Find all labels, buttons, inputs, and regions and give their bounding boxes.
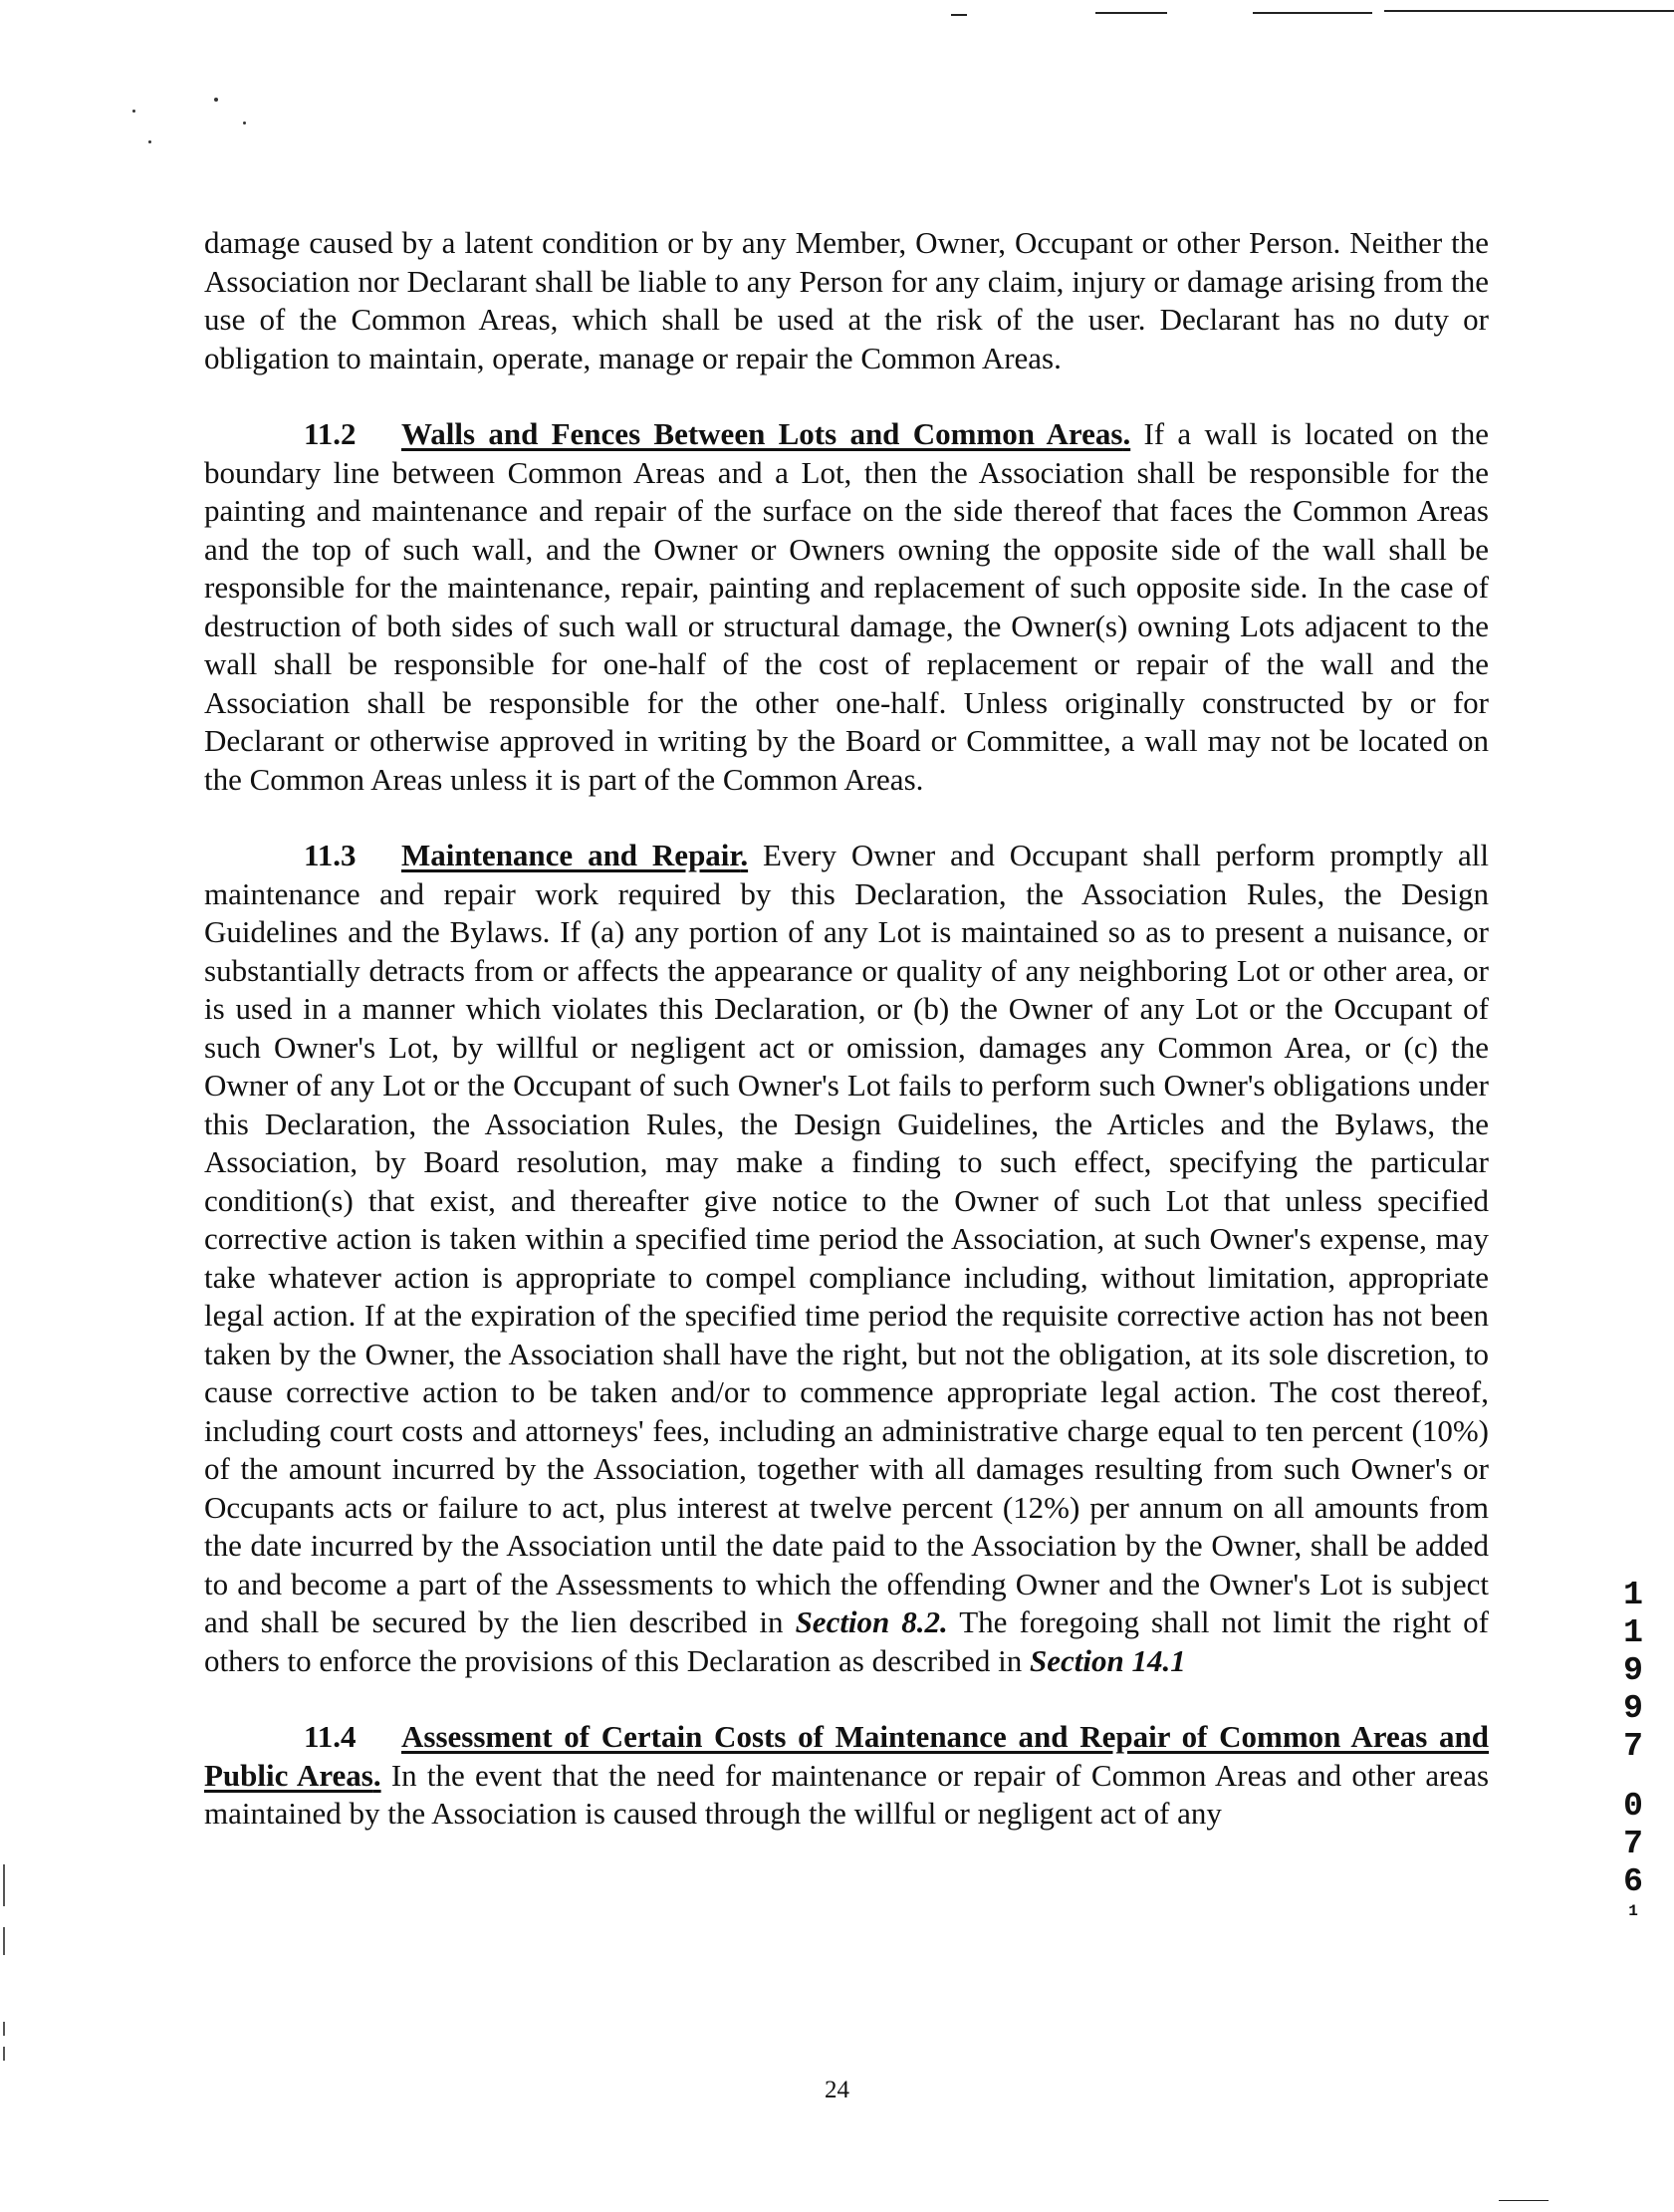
stamp-digit: 9 — [1623, 1652, 1643, 1689]
section-body-continued: The foregoing shall not limit the right of others to enforce the provisions of this Declaration as described in — [204, 1604, 1489, 1678]
section-title: Walls and Fences Between Lots and Common Areas — [401, 416, 1123, 451]
recording-number-stamp — [1613, 1577, 1653, 1921]
scan-speck — [132, 110, 135, 113]
section-number: 11.3 — [304, 838, 357, 872]
page-number: 24 — [825, 2077, 849, 2103]
section-reference: Section 8.2 — [795, 1604, 941, 1639]
scan-artifact-line — [1095, 12, 1167, 14]
section-title: Assessment of Certain Costs of Maintenance and Repair of Common Areas and Public Areas — [204, 1719, 1489, 1793]
stamp-digit: 1 — [1623, 1614, 1643, 1651]
scan-edge-mark — [3, 1927, 5, 1955]
scan-artifact-line — [951, 14, 967, 16]
section-11-2: 11.2 Walls and Fences Between Lots and Common Areas. If a wall is located on the boundary line between Common Areas and a Lot, then the Association shall be responsible for the painting and maintenance and repair of the surface on the side thereof that faces the Common Areas and the top of such wall, and the Owner or Owners owning the opposite side of the wall shall be responsible for the maintenance, repair, painting and replacement of such opposite side. In the case of destruction of both sides of such wall or structural damage, the Owner(s) owning Lots adjacent to the wall shall be responsible for one-half of the cost of replacement or repair of the wall and the Association shall be responsible for the other one-half. Unless originally constructed by or for Declarant or otherwise approved in writing by the Board or Committee, a wall may not be located on the Common Areas unless it is part of the Common Areas. — [204, 416, 1489, 797]
section-11-4: 11.4 Assessment of Certain Costs of Maintenance and Repair of Common Areas and Public Areas. In the event that the need for maintenance or repair of Common Areas and other areas maintained by the Association is caused through the willful or negligent act of any — [204, 1719, 1490, 1831]
scan-speck — [214, 98, 218, 102]
scan-artifact-line — [1253, 12, 1372, 14]
document-body — [204, 224, 1489, 1834]
section-body: In the event that the need for maintenance or repair of Common Areas and other areas maintained by the Association is caused through the willful or negligent act of any — [204, 1757, 1490, 1831]
section-number: 11.2 — [304, 416, 357, 451]
paragraph-text: damage caused by a latent condition or by any Member, Owner, Occupant or other Person. Neither the Association nor Declarant shall be liable to any Person for any claim, injury or damage arising from the use of the Common Areas, which shall be used at the risk of the user. Declarant has no duty or obligation to maintain, operate, manage or repair the Common Areas. — [204, 225, 1489, 375]
section-body: Every Owner and Occupant shall perform promptly all maintenance and repair work required by this Declaration, the Association Rules, the Design Guidelines and the Bylaws. If (a) any portion of any Lot is maintained so as to present a nuisance, or substantially detracts from or affects the appearance or quality of any neighboring Lot or other area, or is used in a manner which violates this Declaration, or (b) the Owner of any Lot or the Occupant of such Owner's Lot, by willful or negligent act or omission, damages any Common Area, or (c) the Owner of any Lot or the Occupant of such Owner's Lot fails to perform such Owner's obligations under this Declaration, the Association Rules, the Design Guidelines, the Articles and the Bylaws, the Association, by Board resolution, may make a finding to such effect, specifying the particular condition(s) that exist, and thereafter give notice to the Owner of such Lot that unless specified corrective action is taken within a specified time period the Association, at such Owner's expense, may take whatever action is appropriate to compel compliance including, without limitation, appropriate legal action. If at the expiration of the specified time period the requisite corrective action has not been taken by the Owner, the Association shall have the right, but not the obligation, at its sole discretion, to cause corrective action to be taken and/or to commence appropriate legal action. The cost thereof, including court costs and attorneys' fees, including an administrative charge equal to ten percent (10%) of the amount incurred by the Association, together with all damages resulting from such Owner's or Occupants acts or failure to act, plus interest at twelve percent (12%) per annum on all amounts from the date incurred by the Association until the date paid to the Association by the Owner, shall be added to and become a part of the Assessments to which the offending Owner and the Owner's Lot is subject and shall be secured by the lien described in — [204, 838, 1490, 1639]
stamp-digit: 1 — [1628, 1902, 1638, 1920]
section-11-3: 11.3 Maintenance and Repair. Every Owner and Occupant shall perform promptly all maintenance and repair work required by this Declaration, the Association Rules, the Design Guidelines and the Bylaws. If (a) any portion of any Lot is maintained so as to present a nuisance, or substantially detracts from or affects the appearance or quality of any neighboring Lot or other area, or is used in a manner which violates this Declaration, or (b) the Owner of any Lot or the Occupant of such Owner's Lot, by willful or negligent act or omission, damages any Common Area, or (c) the Owner of any Lot or the Occupant of such Owner's Lot fails to perform such Owner's obligations under this Declaration, the Association Rules, the Design Guidelines, the Articles and the Bylaws, the Association, by Board resolution, may make a finding to such effect, specifying the particular condition(s) that exist, and thereafter give notice to the Owner of such Lot that unless specified corrective action is taken within a specified time period the Association, at such Owner's expense, may take whatever action is appropriate to compel compliance including, without limitation, appropriate legal action. If at the expiration of the specified time period the requisite corrective action has not been taken by the Owner, the Association shall have the right, but not the obligation, at its sole discretion, to cause corrective action to be taken and/or to commence appropriate legal action. The cost thereof, including court costs and attorneys' fees, including an administrative charge equal to ten percent (10%) of the amount incurred by the Association, together with all damages resulting from such Owner's or Occupants acts or failure to act, plus interest at twelve percent (12%) per annum on all amounts from the date incurred by the Association until the date paid to the Association by the Owner, shall be added to and become a part of the Assessments to which the offending Owner and the Owner's Lot is subject and shall be secured by the lien described in Section 8.2. The foregoing shall not limit the right of others to enforce the provisions of this Declaration as described in Section 14.1 — [204, 838, 1490, 1678]
stamp-digit: 7 — [1623, 1728, 1643, 1765]
scan-speck — [148, 140, 151, 143]
section-reference: Section 14.1 — [1030, 1642, 1186, 1678]
stamp-digit: 9 — [1623, 1690, 1643, 1727]
scan-artifact-line — [1499, 2200, 1549, 2201]
scan-edge-mark — [3, 1864, 5, 1906]
scan-edge-mark — [3, 2022, 5, 2036]
section-title: Maintenance and Repair — [401, 838, 741, 872]
section-body: If a wall is located on the boundary line between Common Areas and a Lot, then the Association shall be responsible for the painting and maintenance and repair of the surface on the side thereof that faces the Common Areas and the top of such wall, and the Owner or Owners owning the opposite side of the wall shall be responsible for the maintenance, repair, painting and replacement of such opposite side. In the case of destruction of both sides of such wall or structural damage, the Owner(s) owning Lots adjacent to the wall shall be responsible for one-half of the cost of replacement or repair of the wall and the Association shall be responsible for the other one-half. Unless originally constructed by or for Declarant or otherwise approved in writing by the Board or Committee, a wall may not be located on the Common Areas unless it is part of the Common Areas. — [204, 416, 1489, 797]
section-number: 11.4 — [304, 1719, 357, 1754]
scan-speck — [243, 122, 246, 124]
stamp-digit: 0 — [1623, 1788, 1643, 1825]
stamp-digit: 6 — [1623, 1863, 1643, 1900]
scan-edge-mark — [3, 2047, 5, 2061]
stamp-digit: 1 — [1623, 1577, 1643, 1613]
stamp-digit: 7 — [1623, 1826, 1643, 1862]
paragraph-continuation — [204, 224, 1489, 377]
scan-artifact-line — [1384, 10, 1674, 12]
